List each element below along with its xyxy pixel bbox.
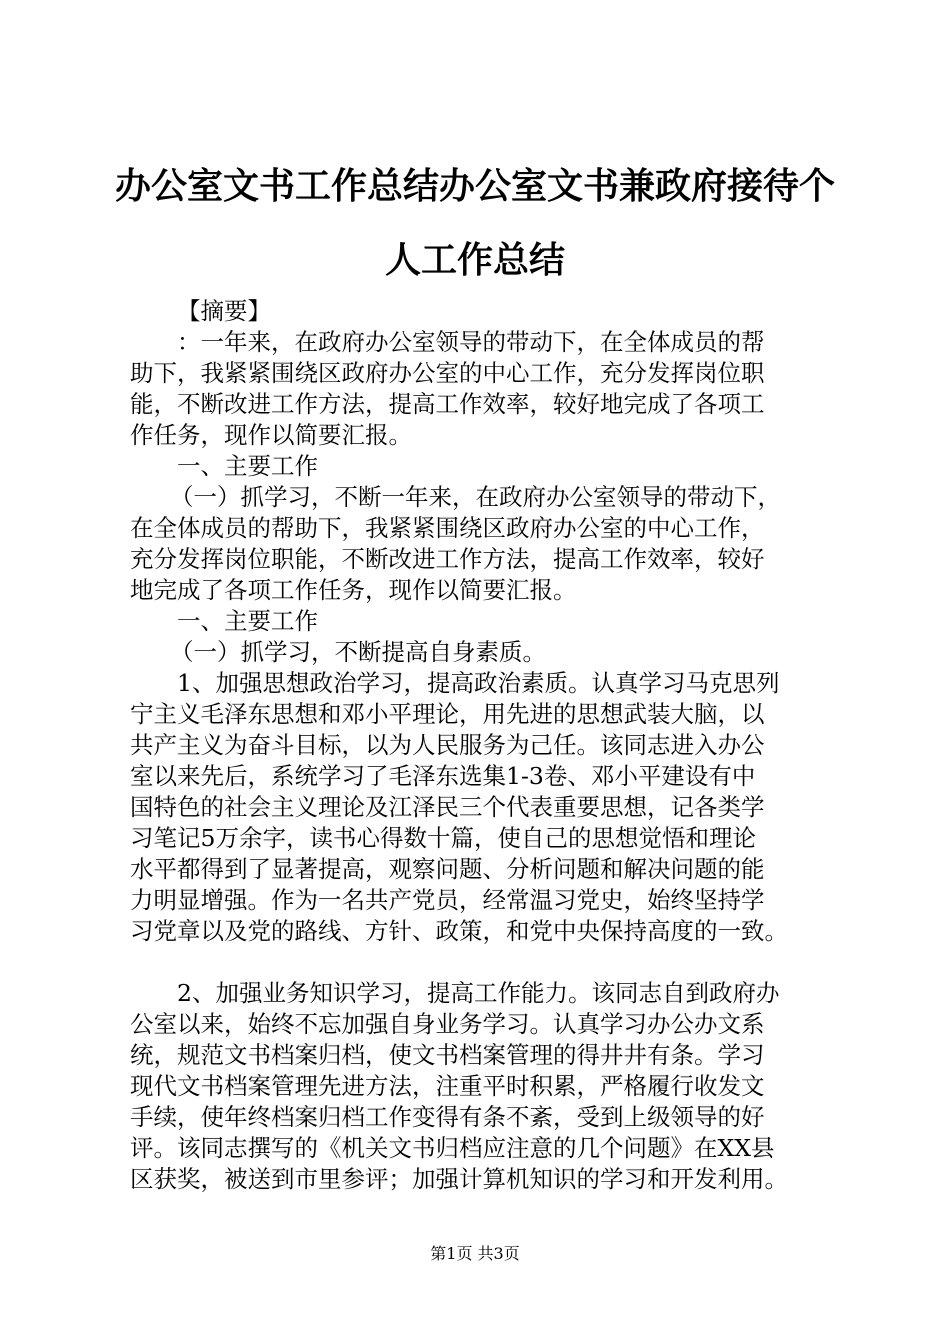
body-line: 1、加强思想政治学习，提高政治素质。认真学习马克思列 [177, 669, 780, 697]
body-line: 室以来先后，系统学习了毛泽东选集1-3卷、邓小平建设有中 [130, 762, 756, 790]
section-heading: 一、主要工作 [177, 452, 318, 480]
body-line: 共产主义为奋斗目标，以为人民服务为己任。该同志进入办公 [130, 731, 765, 759]
body-line: 地完成了各项工作任务，现作以简要汇报。 [130, 576, 577, 604]
page-footer: 第1页 共3页 [430, 1244, 520, 1263]
body-line: 国特色的社会主义理论及江泽民三个代表重要思想，记各类学 [130, 793, 765, 821]
document-title [100, 150, 850, 298]
body-line: 习党章以及党的路线、方针、政策，和党中央保持高度的一致。 [130, 917, 788, 945]
section-heading: 一、主要工作 [177, 607, 318, 635]
body-line: 公室以来，始终不忘加强自身业务学习。认真学习办公办文系 [130, 1010, 765, 1038]
body-line: 评。该同志撰写的《机关文书归档应注意的几个问题》在XX县 [130, 1134, 775, 1162]
body-line: 水平都得到了显著提高，观察问题、分析问题和解决问题的能 [130, 855, 765, 883]
body-line: 宁主义毛泽东思想和邓小平理论，用先进的思想武装大脑，以 [130, 700, 765, 728]
body-line: ：一年来，在政府办公室领导的带动下，在全体成员的帮 [177, 328, 765, 356]
body-line: 现代文书档案管理先进方法，注重平时积累，严格履行收发文 [130, 1072, 765, 1100]
body-line: 助下，我紧紧围绕区政府办公室的中心工作，充分发挥岗位职 [130, 359, 765, 387]
body-line: 能，不断改进工作方法，提高工作效率，较好地完成了各项工 [130, 390, 765, 418]
title-line-2: 人工作总结 [384, 240, 565, 281]
body-line: 习笔记5万余字，读书心得数十篇，使自己的思想觉悟和理论 [130, 824, 756, 852]
paragraph-gap [130, 947, 830, 978]
body-line: 手续，使年终档案归档工作变得有条不紊，受到上级领导的好 [130, 1103, 765, 1131]
body-line: 在全体成员的帮助下，我紧紧围绕区政府办公室的中心工作， [130, 514, 765, 542]
body-line: 统，规范文书档案归档，使文书档案管理的得井井有条。学习 [130, 1041, 765, 1069]
body-line: 作任务，现作以简要汇报。 [130, 421, 412, 449]
subsection-heading: （一）抓学习，不断提高自身素质。 [170, 638, 546, 666]
body-line: （一）抓学习，不断一年来，在政府办公室领导的带动下， [170, 483, 781, 511]
body-line: 充分发挥岗位职能，不断改进工作方法，提高工作效率，较好 [130, 545, 765, 573]
title-line-1: 办公室文书工作总结办公室文书兼政府接待个 [114, 166, 835, 207]
abstract-label: 【摘要】 [177, 297, 271, 325]
document-body [130, 296, 830, 1195]
body-line: 力明显增强。作为一名共产党员，经常温习党史，始终坚持学 [130, 886, 765, 914]
body-line: 区获奖，被送到市里参评；加强计算机知识的学习和开发利用。 [130, 1165, 788, 1193]
body-line: 2、加强业务知识学习，提高工作能力。该同志自到政府办 [177, 979, 780, 1007]
